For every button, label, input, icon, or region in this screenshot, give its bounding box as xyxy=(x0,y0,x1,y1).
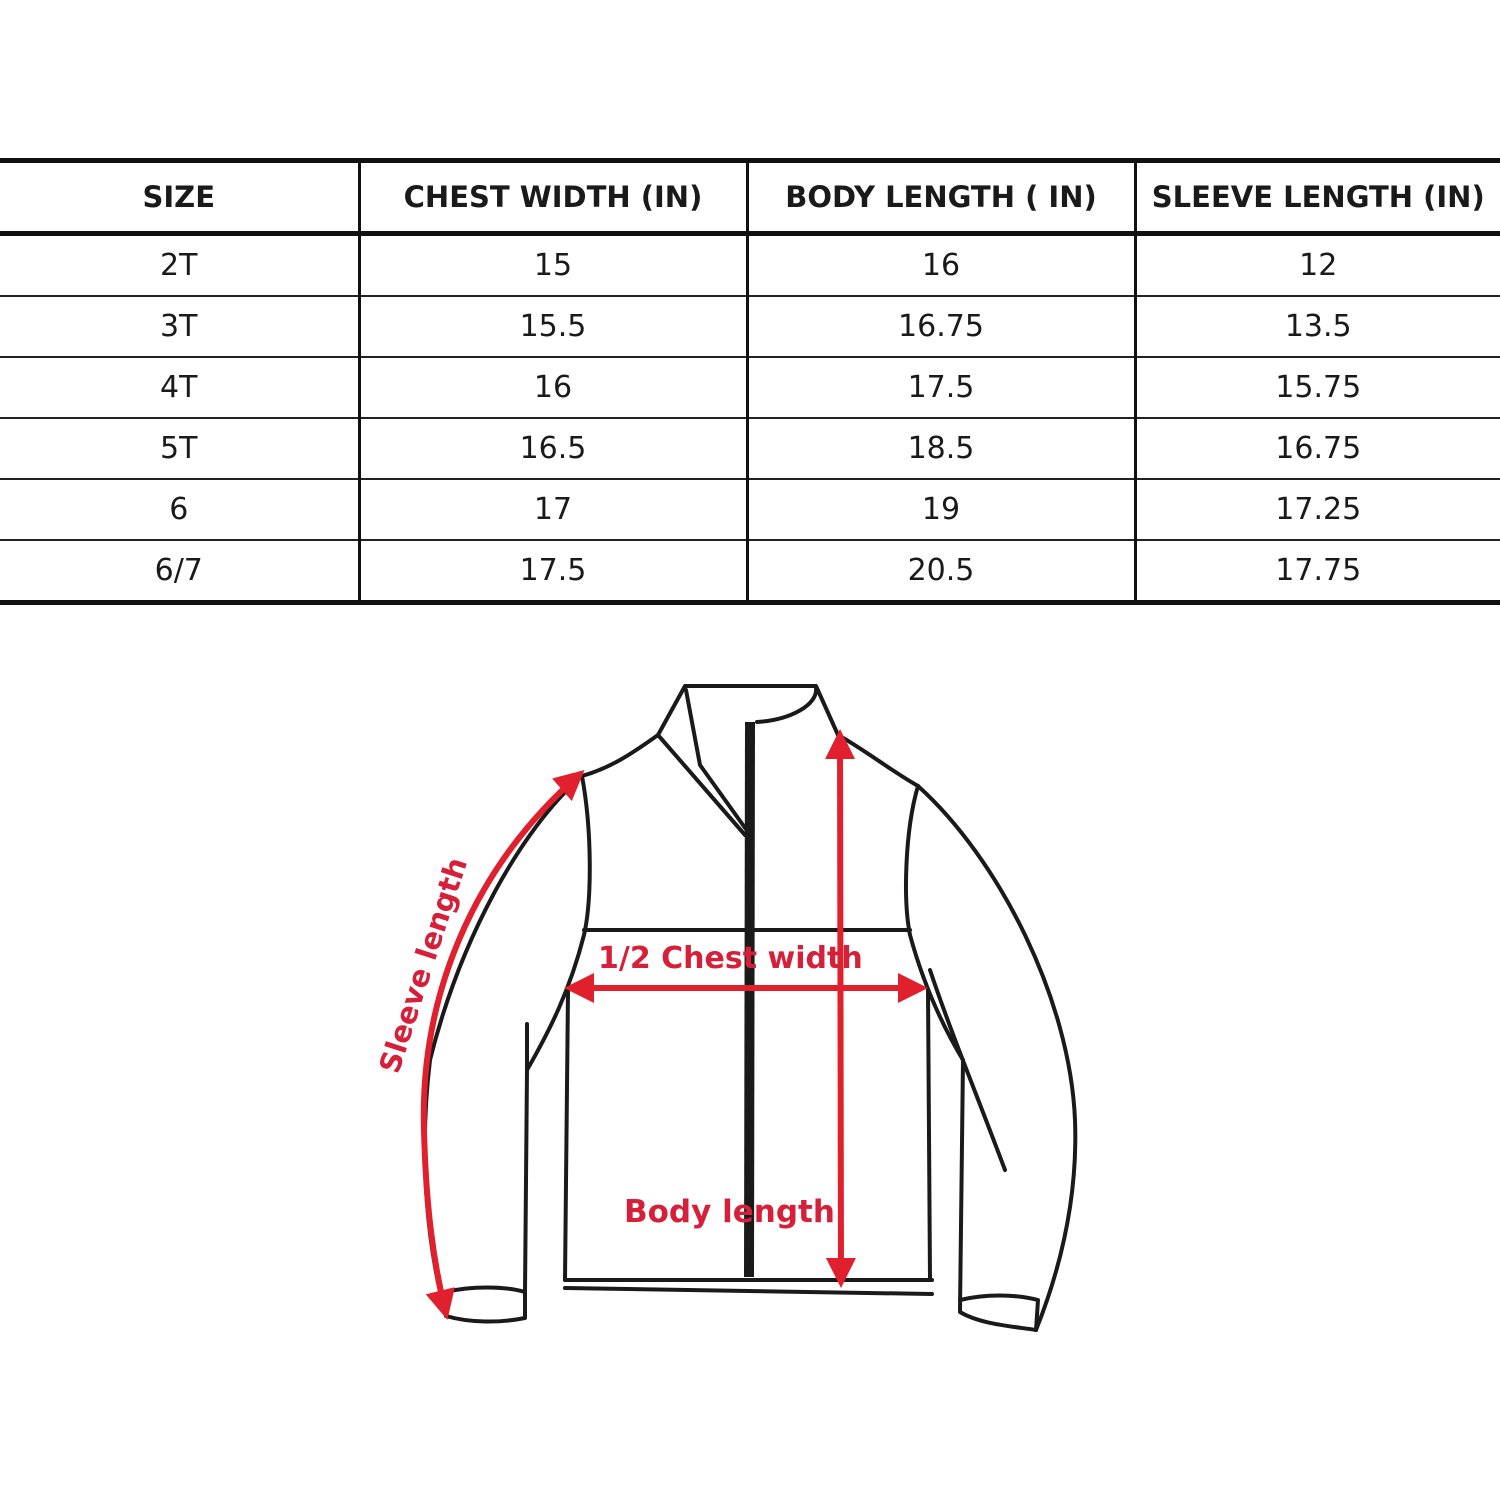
sleeve-length-arrow-icon xyxy=(424,774,580,1314)
table-row xyxy=(0,540,1500,603)
sleeve-length-label: Sleeve length xyxy=(372,853,474,1078)
cell-sleeve-length: 17.25 xyxy=(1135,479,1500,540)
cell-sleeve-length: 15.75 xyxy=(1135,357,1500,418)
cell-sleeve-length: 16.75 xyxy=(1135,418,1500,479)
zipper-icon xyxy=(749,722,750,1277)
cell-body-length: 18.5 xyxy=(747,418,1135,479)
cell-size: 4T xyxy=(0,357,359,418)
header-chest-width: CHEST WIDTH (IN) xyxy=(359,161,747,234)
table-row xyxy=(0,357,1500,418)
cell-size: 6 xyxy=(0,479,359,540)
cell-sleeve-length: 17.75 xyxy=(1135,540,1500,603)
table-row xyxy=(0,479,1500,540)
table-row xyxy=(0,234,1500,297)
cell-body-length: 16 xyxy=(747,234,1135,297)
table-row xyxy=(0,418,1500,479)
cell-chest-width: 16.5 xyxy=(359,418,747,479)
body-length-arrow-icon xyxy=(840,735,841,1282)
header-size: SIZE xyxy=(0,161,359,234)
cell-chest-width: 15 xyxy=(359,234,747,297)
table-header-row xyxy=(0,161,1500,234)
cell-sleeve-length: 13.5 xyxy=(1135,296,1500,357)
jacket-outline-icon xyxy=(425,686,1076,1330)
cell-chest-width: 17.5 xyxy=(359,540,747,603)
cell-size: 3T xyxy=(0,296,359,357)
header-body-length: BODY LENGTH ( IN) xyxy=(747,161,1135,234)
cell-chest-width: 15.5 xyxy=(359,296,747,357)
cell-sleeve-length: 12 xyxy=(1135,234,1500,297)
cell-body-length: 16.75 xyxy=(747,296,1135,357)
chest-width-label: 1/2 Chest width xyxy=(598,941,863,976)
table-row xyxy=(0,296,1500,357)
body-length-label: Body length xyxy=(624,1194,835,1230)
cell-body-length: 17.5 xyxy=(747,357,1135,418)
cell-size: 2T xyxy=(160,248,198,283)
measurement-arrows xyxy=(424,735,922,1314)
cell-body-length: 20.5 xyxy=(747,540,1135,603)
cell-body-length: 19 xyxy=(747,479,1135,540)
cell-chest-width: 16 xyxy=(359,357,747,418)
cell-chest-width: 17 xyxy=(359,479,747,540)
cell-size: 5T xyxy=(0,418,359,479)
cell-size: 6/7 xyxy=(0,540,359,603)
size-chart-table xyxy=(0,158,1500,605)
header-sleeve-length: SLEEVE LENGTH (IN) xyxy=(1135,161,1500,234)
